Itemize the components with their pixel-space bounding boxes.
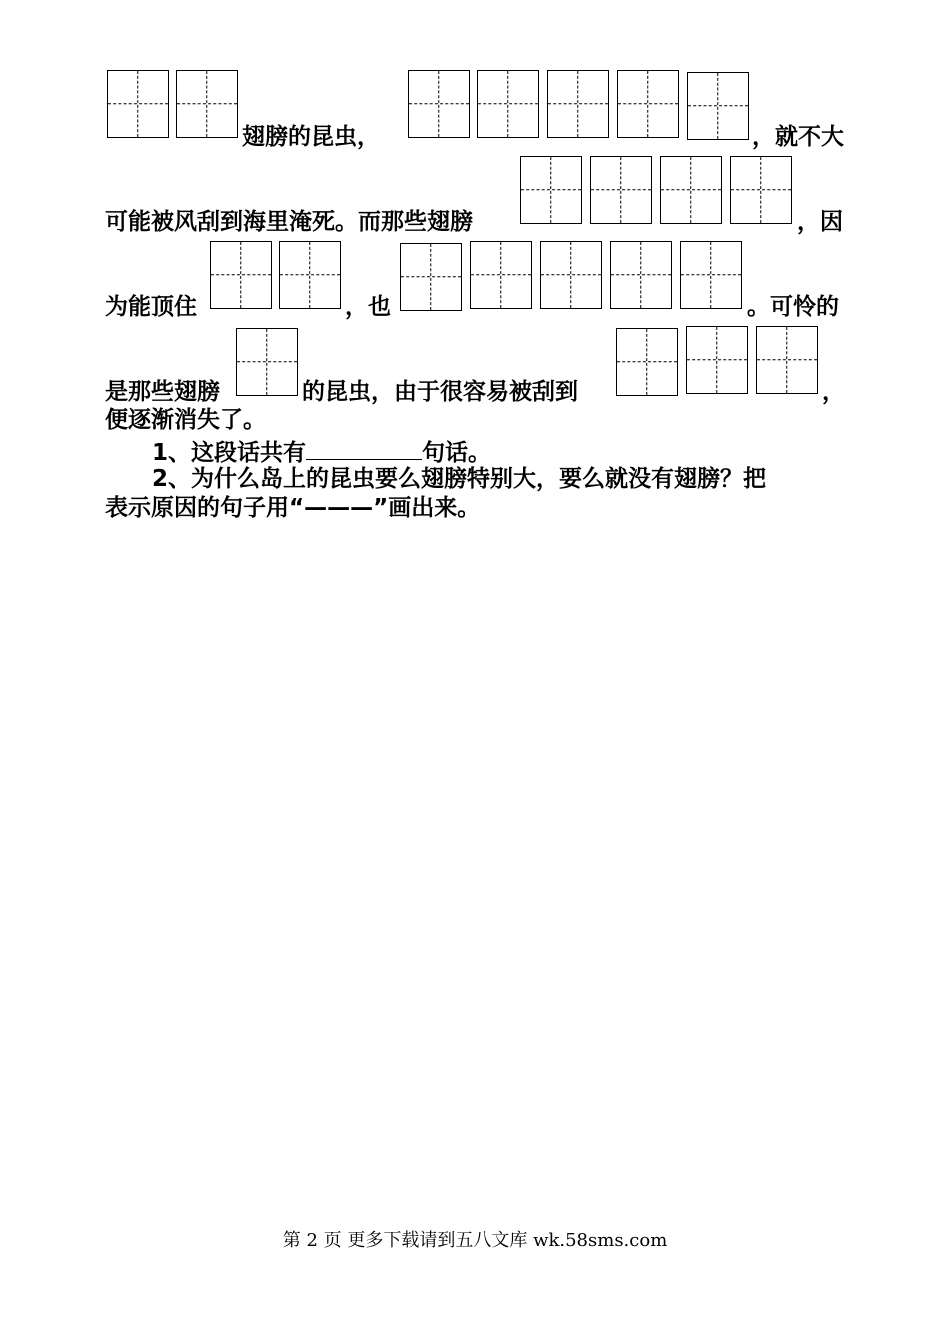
passage-text: 便逐渐消失了。 bbox=[105, 407, 266, 433]
char-box[interactable] bbox=[617, 70, 679, 138]
char-box[interactable] bbox=[730, 156, 792, 224]
question-1-suffix: 句话。 bbox=[422, 440, 492, 466]
char-box[interactable] bbox=[547, 70, 609, 138]
question-1-prefix: 1、这段话共有 bbox=[152, 440, 307, 466]
question-2-line-2: 表示原因的句子用“———”画出来。 bbox=[105, 495, 481, 521]
passage-text: ，因 bbox=[797, 209, 843, 235]
char-box[interactable] bbox=[616, 328, 678, 396]
char-box[interactable] bbox=[590, 156, 652, 224]
char-box[interactable] bbox=[210, 241, 272, 309]
char-box[interactable] bbox=[107, 70, 169, 138]
passage-text: 是那些翅膀 bbox=[105, 379, 220, 405]
char-box[interactable] bbox=[686, 326, 748, 394]
page-footer: 第 2 页 更多下载请到五八文库 wk.58sms.com bbox=[282, 1230, 668, 1251]
answer-blank[interactable] bbox=[306, 437, 422, 460]
char-box[interactable] bbox=[660, 156, 722, 224]
char-box[interactable] bbox=[400, 243, 462, 311]
question-2-line-1: 2、为什么岛上的昆虫要么翅膀特别大，要么就没有翅膀？把 bbox=[152, 466, 767, 492]
passage-text: 可能被风刮到海里淹死。而那些翅膀 bbox=[105, 209, 473, 235]
passage-text: 。可怜的 bbox=[747, 294, 839, 320]
passage-text: ，就不大 bbox=[752, 124, 844, 150]
char-box[interactable] bbox=[687, 72, 749, 140]
char-box[interactable] bbox=[176, 70, 238, 138]
question-1 bbox=[152, 437, 491, 466]
passage-text: 翅膀的昆虫， bbox=[242, 124, 380, 150]
passage-text: 的昆虫，由于很容易被刮到 bbox=[302, 379, 578, 405]
passage-text: ，也 bbox=[345, 294, 391, 320]
char-box[interactable] bbox=[279, 241, 341, 309]
char-box[interactable] bbox=[470, 241, 532, 309]
char-box[interactable] bbox=[236, 328, 298, 396]
char-box[interactable] bbox=[408, 70, 470, 138]
passage-text: 为能顶住 bbox=[105, 294, 197, 320]
char-box[interactable] bbox=[680, 241, 742, 309]
char-box[interactable] bbox=[520, 156, 582, 224]
passage-text: ， bbox=[822, 379, 845, 405]
char-box[interactable] bbox=[477, 70, 539, 138]
char-box[interactable] bbox=[756, 326, 818, 394]
char-box[interactable] bbox=[610, 241, 672, 309]
char-box[interactable] bbox=[540, 241, 602, 309]
